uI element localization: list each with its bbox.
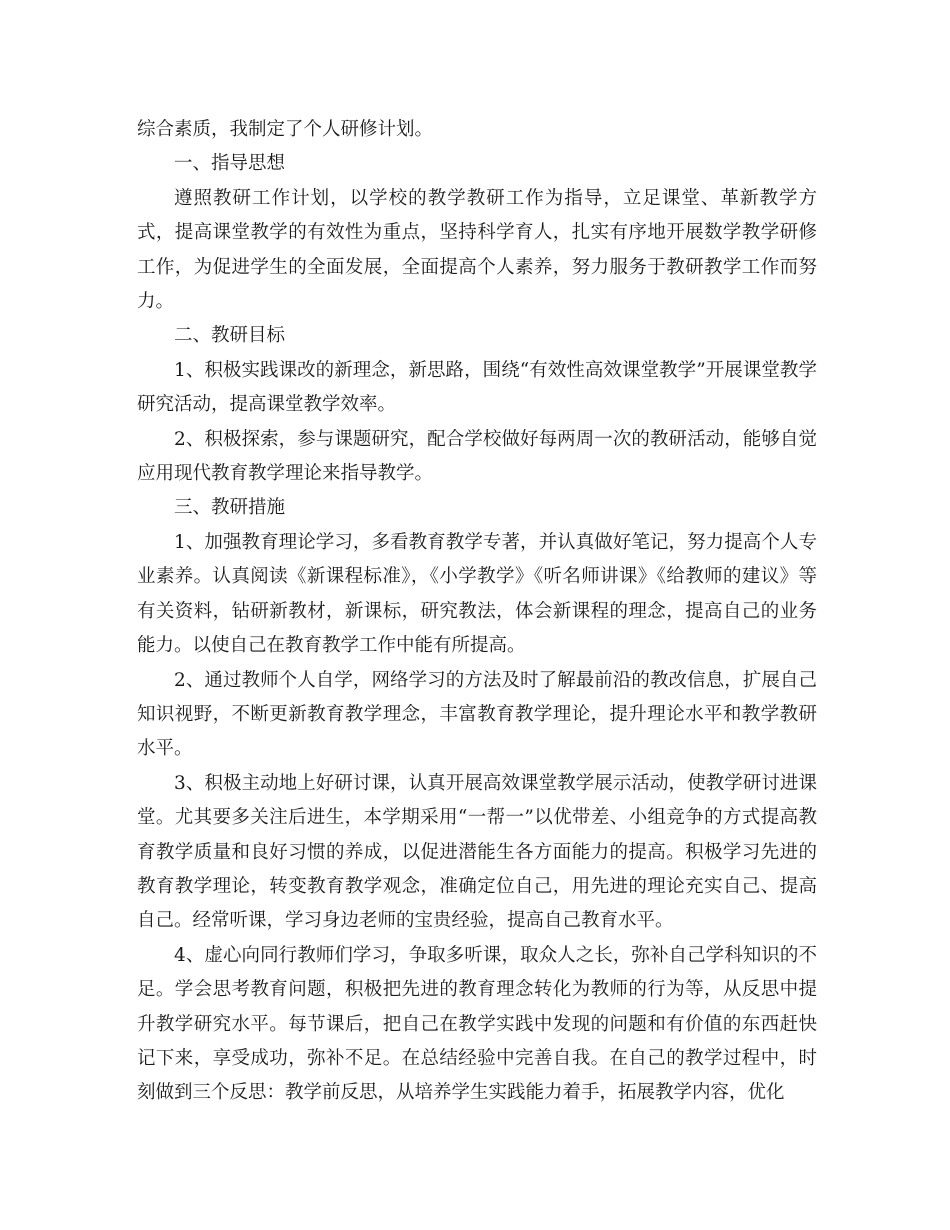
paragraph-intro: 综合素质，我制定了个人研修计划。 — [137, 119, 434, 140]
paragraph-measure-1: 1、加强教育理论学习，多看教育教学专著，并认真做好笔记，努力提高个人专业素养。认真阅读《新课程标准》，《小学教学》《听名师讲课》《给教师的建议》等有关资料，钻研新教材，新课标，研究教法，体会新课程的理念，提高自己的业务能力。以使自己在教育教学工作中能有所提高。 — [137, 531, 817, 657]
paragraph-guiding-thought: 遵照教研工作计划，以学校的教学教研工作为指导，立足课堂、革新教学方式，提高课堂教学的有效性为重点，坚持科学育人，扎实有序地开展数学教学研修工作，为促进学生的全面发展，全面提高个人素养，努力服务于教研教学工作而努力。 — [137, 187, 817, 313]
paragraph-goal-2: 2、积极探索，参与课题研究，配合学校做好每两周一次的教研活动，能够自觉应用现代教育教学理论来指导教学。 — [137, 428, 817, 485]
paragraph-goal-1: 1、积极实践课改的新理念，新思路，围绕“有效性高效课堂教学”开展课堂教学研究活动，提高课堂教学效率。 — [137, 359, 817, 416]
document-body — [137, 113, 817, 1111]
paragraph-measure-4: 4、虚心向同行教师们学习，争取多听课，取众人之长，弥补自己学科知识的不足。学会思考教育问题，积极把先进的教育理念转化为教师的行为等，从反思中提升教学研究水平。每节课后，把自己在教学实践中发现的问题和有价值的东西赶快记下来，享受成功，弥补不足。在总结经验中完善自我。在自己的教学过程中，时刻做到三个反思：教学前反思，从培养学生实践能力着手，拓展教学内容，优化 — [137, 944, 817, 1104]
section-heading-research-measures: 三、教研措施 — [174, 497, 286, 519]
paragraph-measure-3: 3、积极主动地上好研讨课，认真开展高效课堂教学展示活动，使教学研讨进课堂。尤其要多关注后进生，本学期采用“一帮一”以优带差、小组竞争的方式提高教育教学质量和良好习惯的养成，以促进潜能生各方面能力的提高。积极学习先进的教育教学理论，转变教育教学观念，准确定位自己，用先进的理论充实自己、提高自己。经常听课，学习身边老师的宝贵经验，提高自己教育水平。 — [137, 772, 817, 932]
paragraph-measure-2: 2、通过教师个人自学，网络学习的方法及时了解最前沿的教改信息，扩展自己知识视野，不断更新教育教学理念，丰富教育教学理论，提升理论水平和教学教研水平。 — [137, 669, 817, 760]
section-heading-guiding-thought: 一、指导思想 — [174, 153, 286, 175]
section-heading-research-goals: 二、教研目标 — [174, 325, 286, 347]
